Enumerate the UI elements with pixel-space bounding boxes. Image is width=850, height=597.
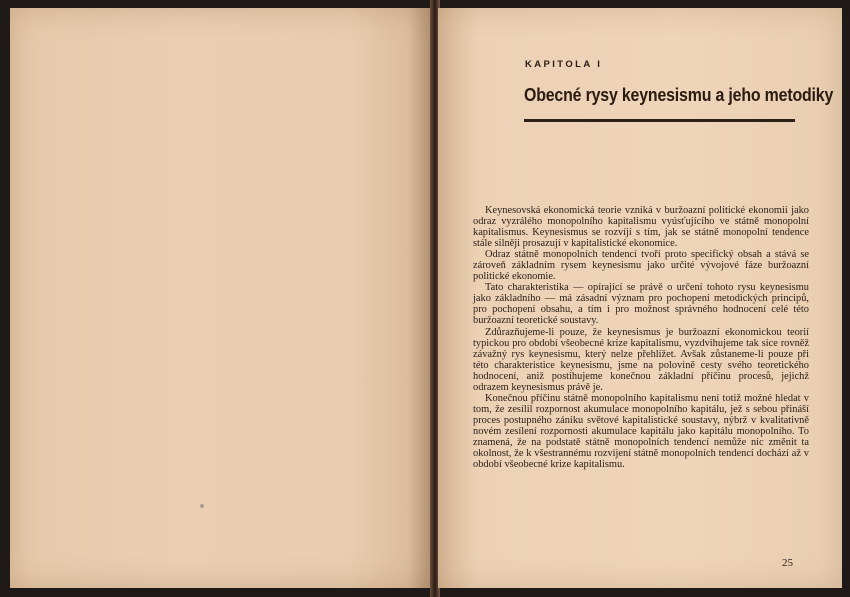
gutter-shadow [408, 8, 432, 588]
page-number: 25 [782, 557, 793, 569]
chapter-title: Obecné rysy keynesismu a jeho metodiky [524, 84, 834, 105]
body-text [473, 205, 809, 470]
chapter-label: KAPITOLA I [525, 59, 603, 70]
paragraph-5: Konečnou příčinu státně monopolního kapitalismu není totiž možné hledat v tom, že zesílil rozpornost akumulace monopolního kapitálu, jež s sebou přináší proces postupného zániku světové kapitalistické soustavy, nýbrž v kvalitativně novém zesílení rozpornosti akumulace kapitálu jako kapitálu monopolního. To znamená, že na podstatě státně monopolních tendencí nemůže nic změnit ta okolnost, že k všestrannému rozvíjení státně monopolních tendencí dochází až v období všeobecné krize kapitalismu. [473, 392, 809, 471]
title-rule [524, 119, 795, 122]
paragraph-4: Zdůrazňujeme-li pouze, že keynesismus je buržoazní ekonomickou teorií typickou pro období všeobecné krize kapitalismu, vyzdvihujeme tak sice rovněž závažný rys keynesismu, který nelze přehlížet. Avšak zůstaneme-li pouze při této charakteristice keynesismu, jsme na polovině cesty svého teoretického hodnocení, aniž postihujeme konečnou základní příčinu procesů, jejichž odrazem keynesismus právě je. [473, 326, 809, 393]
paragraph-2: Odraz státně monopolních tendencí tvoří proto specifický obsah a stává se zároveň základním rysem keynesismu jako určité vývojové fáze buržoazní politické ekonomie. [473, 249, 809, 283]
paragraph-3: Tato charakteristika — opírající se právě o určení tohoto rysu keynesismu jako základního — má zásadní význam pro pochopení metodických principů, pro pochopení obsahu, a tím i pro možnost správného hodnocení celé této buržoazní teoretické soustavy. [473, 282, 809, 327]
left-page [10, 8, 432, 588]
paper-stain [200, 504, 204, 508]
paragraph-1: Keynesovská ekonomická teorie vzniká v buržoazní politické ekonomii jako odraz vyzrálého monopolního kapitalismu vyúsťujícího ve státně monopolní kapitalismus. Keynesismus se rozvíjí s tím, jak se státně monopolní tendence stále silněji prosazují v kapitalistické ekonomice. [473, 205, 809, 250]
right-page [438, 8, 842, 588]
